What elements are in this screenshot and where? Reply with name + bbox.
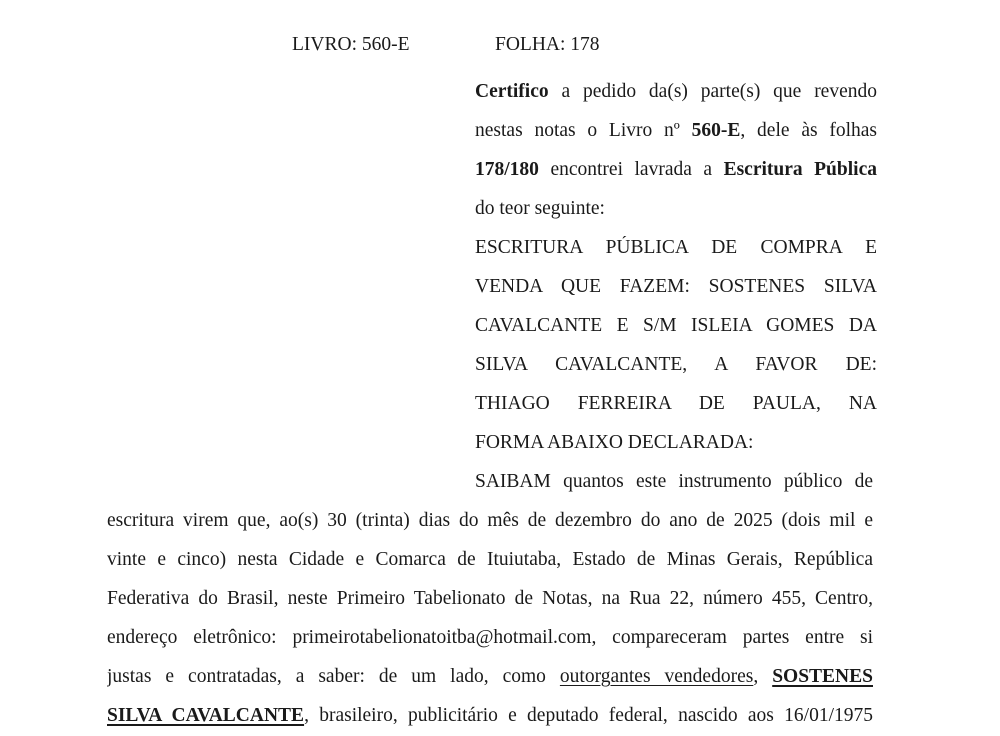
body-line: escritura virem que, ao(s) 30 (trinta) dias do mês de dezembro do ano de 2025 (dois mil e — [107, 510, 873, 531]
certificate-line-4: do teor seguinte: — [475, 198, 605, 219]
escritura-publica: Escritura Pública — [723, 159, 877, 180]
certificate-line-2 — [475, 119, 877, 143]
email-address: primeirotabelionatoitba@hotmail.com — [292, 627, 592, 648]
title-line: VENDA QUE FAZEM: SOSTENES SILVA — [475, 276, 877, 297]
body-line — [107, 704, 873, 728]
title-line: SILVA CAVALCANTE, A FAVOR DE: — [475, 354, 877, 375]
seller-name-part2: SILVA CAVALCANTE — [107, 705, 305, 726]
body-text: endereço eletrônico: — [107, 627, 277, 648]
livro-number: LIVRO: 560-E — [292, 34, 410, 55]
livro-ref: 560-E — [691, 120, 741, 141]
body-text: justas e contratadas, a saber: de um lado, como — [107, 666, 546, 687]
folhas-ref: 178/180 — [475, 159, 539, 180]
body-text: , brasileiro, publicitário e deputado federal, nascido aos 16/01/1975 — [304, 705, 873, 726]
certificate-line-1 — [475, 80, 877, 104]
certificate-line-3 — [475, 158, 877, 182]
certificate-text: , dele às folhas — [740, 120, 877, 141]
folha-number: FOLHA: 178 — [495, 34, 600, 55]
certifico-word: Certifico — [475, 81, 549, 102]
body-text: , compareceram partes entre si — [591, 627, 873, 648]
title-line: FORMA ABAIXO DECLARADA: — [475, 432, 754, 453]
certificate-text: encontrei lavrada a — [550, 159, 713, 180]
title-line: ESCRITURA PÚBLICA DE COMPRA E — [475, 237, 877, 258]
body-line: SAIBAM quantos este instrumento público de — [475, 471, 873, 492]
certificate-text: nestas notas o Livro nº — [475, 120, 680, 141]
title-line: THIAGO FERREIRA DE PAULA, NA — [475, 393, 877, 414]
body-line: Federativa do Brasil, neste Primeiro Tabelionato de Notas, na Rua 22, número 455, Centro, — [107, 588, 873, 609]
body-line — [107, 626, 873, 650]
body-text: , — [753, 666, 759, 687]
body-line: vinte e cinco) nesta Cidade e Comarca de Ituiutaba, Estado de Minas Gerais, República — [107, 549, 873, 570]
outorgantes-vendedores: outorgantes vendedores — [559, 666, 754, 687]
certificate-text: a pedido da(s) parte(s) que revendo — [561, 81, 877, 102]
body-line — [107, 665, 873, 689]
title-line: CAVALCANTE E S/M ISLEIA GOMES DA — [475, 315, 877, 336]
seller-name-part1: SOSTENES — [772, 666, 873, 687]
